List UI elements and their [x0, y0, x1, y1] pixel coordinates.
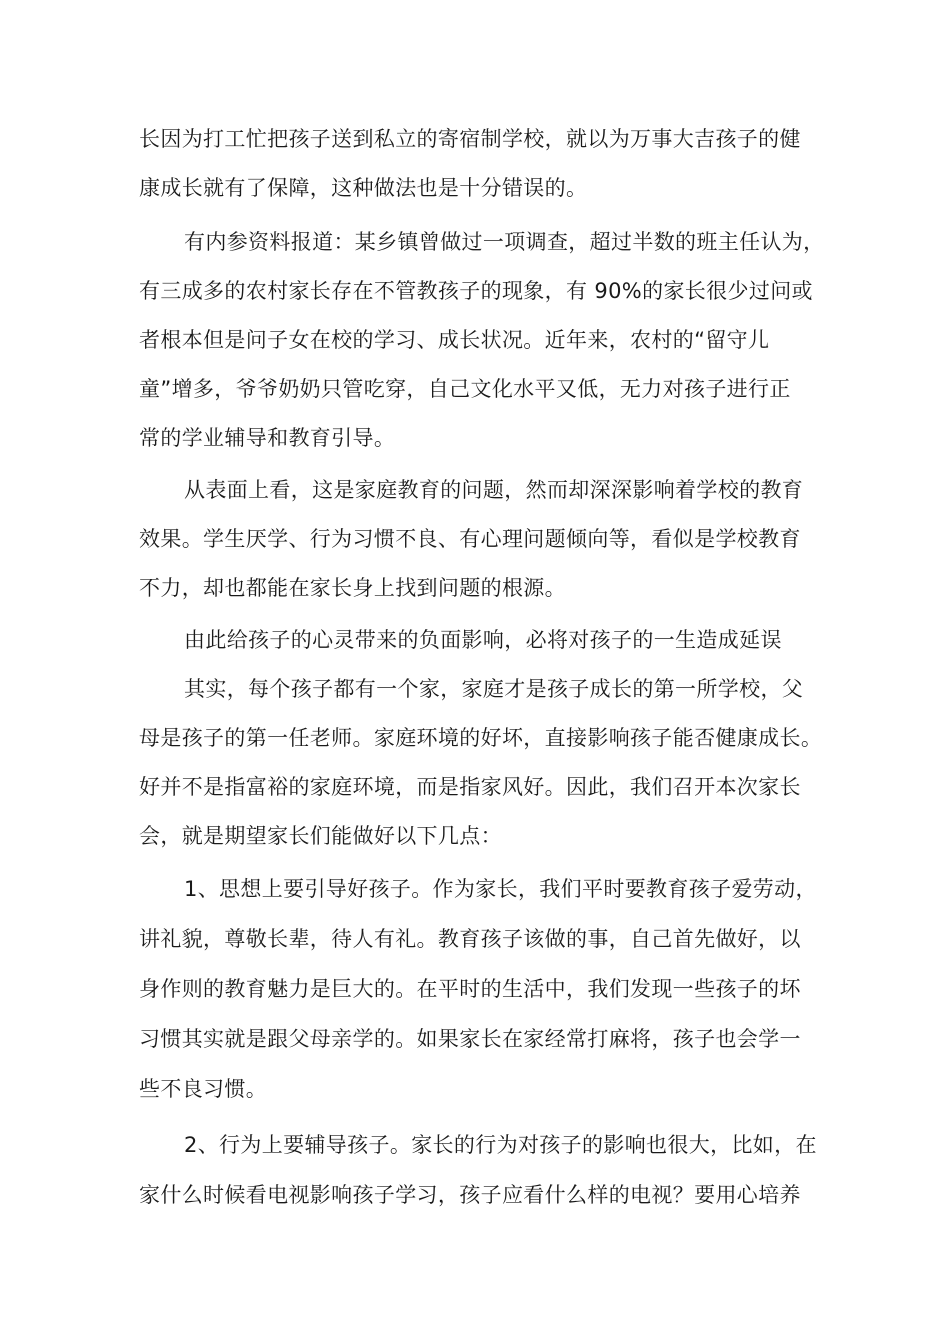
paragraph-line: 母是孩子的第一任老师。家庭环境的好坏，直接影响孩子能否健康成长。	[139, 726, 823, 750]
paragraph-line: 常的学业辅导和教育引导。	[139, 426, 396, 450]
paragraph-line: 效果。学生厌学、行为习惯不良、有心理问题倾向等，看似是学校教育	[139, 527, 801, 551]
paragraph-line: 习惯其实就是跟父母亲学的。如果家长在家经常打麻将，孩子也会学一	[139, 1027, 801, 1051]
paragraph-line: 者根本但是问子女在校的学习、成长状况。近年来，农村的“留守儿	[139, 328, 770, 352]
paragraph-line: 些不良习惯。	[139, 1077, 268, 1101]
paragraph-line: 从表面上看，这是家庭教育的问题，然而却深深影响着学校的教育	[184, 478, 804, 502]
paragraph-line: 身作则的教育魅力是巨大的。在平时的生活中，我们发现一些孩子的坏	[139, 977, 801, 1001]
paragraph-line: 长因为打工忙把孩子送到私立的寄宿制学校，就以为万事大吉孩子的健	[139, 127, 801, 151]
paragraph-line: 由此给孩子的心灵带来的负面影响，必将对孩子的一生造成延误	[184, 628, 782, 652]
paragraph-line: 家什么时候看电视影响孩子学习，孩子应看什么样的电视？要用心培养	[139, 1183, 801, 1207]
paragraph-line: 不力，却也都能在家长身上找到问题的根源。	[139, 576, 566, 600]
paragraph-line: 会，就是期望家长们能做好以下几点：	[139, 824, 502, 848]
paragraph-line: 有三成多的农村家长存在不管教孩子的现象，有 90%的家长很少过问或	[139, 279, 813, 303]
paragraph-line: 童”增多，爷爷奶奶只管吃穿，自己文化水平又低，无力对孩子进行正	[139, 377, 791, 401]
paragraph-line: 其实，每个孩子都有一个家，家庭才是孩子成长的第一所学校，父	[184, 677, 804, 701]
paragraph-line: 康成长就有了保障，这种做法也是十分错误的。	[139, 176, 588, 200]
paragraph-line: 1、思想上要引导好孩子。作为家长，我们平时要教育孩子爱劳动，	[184, 877, 817, 901]
paragraph-line: 有内参资料报道：某乡镇曾做过一项调查，超过半数的班主任认为，	[184, 230, 825, 254]
paragraph-line: 讲礼貌，尊敬长辈，待人有礼。教育孩子该做的事，自己首先做好，以	[139, 927, 801, 951]
paragraph-line: 好并不是指富裕的家庭环境，而是指家风好。因此，我们召开本次家长	[139, 775, 801, 799]
paragraph-line: 2、行为上要辅导孩子。家长的行为对孩子的影响也很大，比如，在	[184, 1133, 817, 1157]
